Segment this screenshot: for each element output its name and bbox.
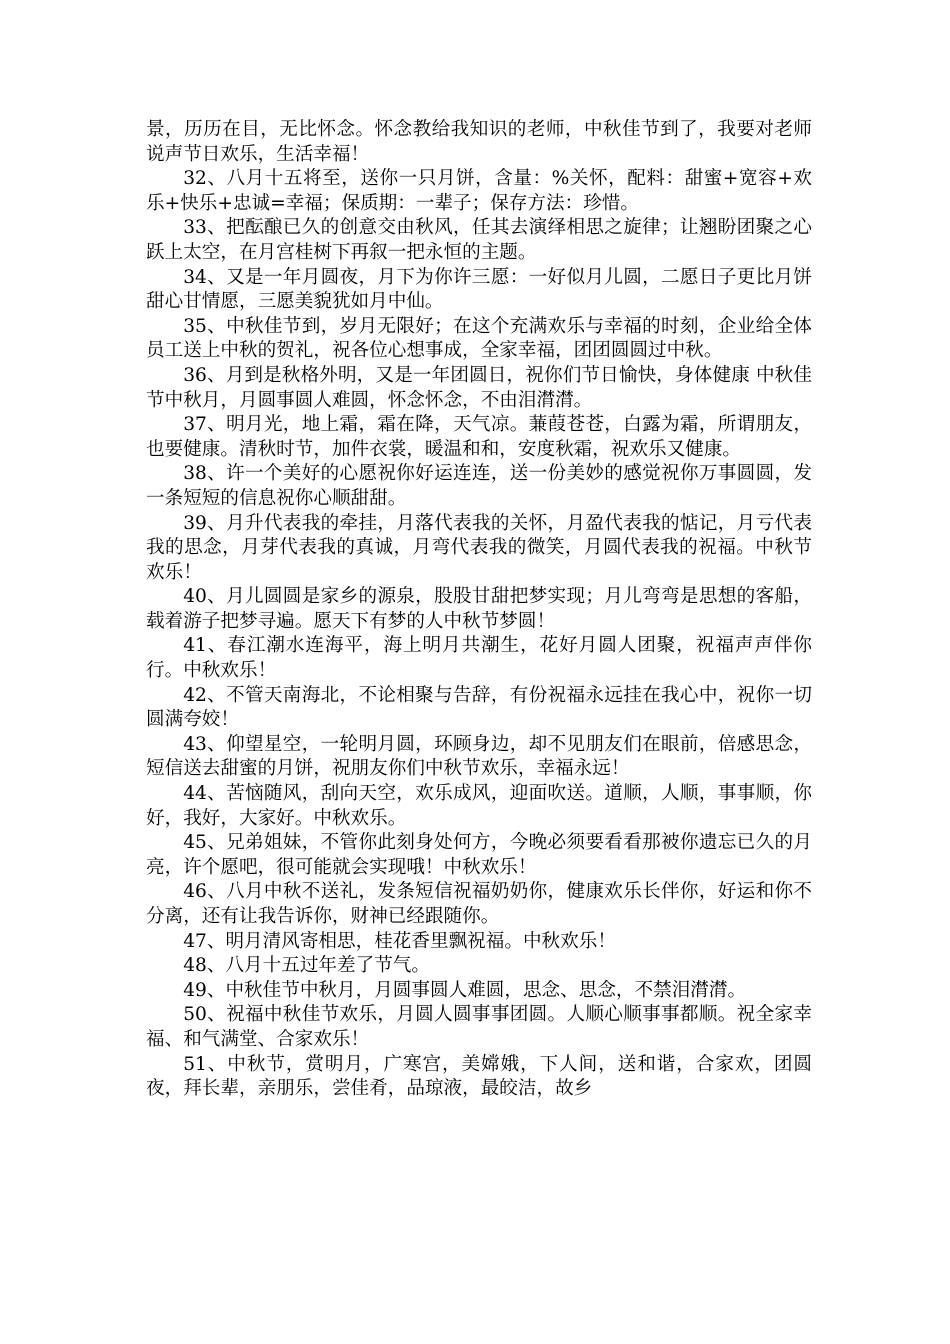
paragraph-item-36: 36、月到是秋格外明，又是一年团圆日，祝你们节日愉快，身体健康 中秋佳节中秋月，月圆事圆人难圆，怀念怀念，不由泪潸潸。 (146, 364, 812, 411)
paragraph-continuation: 景，历历在目，无比怀念。怀念教给我知识的老师，中秋佳节到了，我要对老师说声节日欢乐，生活幸福！ (146, 119, 812, 165)
paragraph-item-47: 47、明月清风寄相思，桂花香里飘祝福。中秋欢乐！ (183, 930, 616, 952)
paragraph-item-44: 44、苦恼随风，刮向天空，欢乐成风，迎面吹送。道顺，人顺，事事顺，你好，我好，大家好。中秋欢乐。 (146, 783, 812, 829)
paragraph-item-40: 40、月儿圆圆是家乡的源泉，股股甘甜把梦实现；月儿弯弯是思想的客船，载着游子把梦寻遍。愿天下有梦的人中秋节梦圆！ (146, 586, 812, 632)
paragraph-item-48: 48、八月十五过年差了节气。 (183, 955, 430, 977)
paragraph-item-39: 39、月升代表我的牵挂，月落代表我的关怀，月盈代表我的惦记，月亏代表我的思念，月芽代表我的真诚，月弯代表我的微笑，月圆代表我的祝福。中秋节欢乐！ (146, 512, 812, 583)
paragraph-item-37: 37、明月光，地上霜，霜在降，天气凉。蒹葭苍苍，白露为霜，所谓朋友，也要健康。清秋时节，加件衣裳，暖温和和，安度秋霜，祝欢乐又健康。 (146, 414, 812, 460)
paragraph-item-51: 51、中秋节，赏明月，广寒宫，美嫦娥，下人间，送和谐，合家欢，团圆夜，拜长辈，亲朋乐，尝佳肴，品琼液，最皎洁，故乡 (146, 1053, 812, 1100)
paragraph-item-42: 42、不管天南海北，不论相聚与告辞，有份祝福永远挂在我心中，祝你一切圆满夸姣！ (146, 684, 812, 731)
paragraph-item-45: 45、兄弟姐妹，不管你此刻身处何方，今晚必须要看看那被你遗忘已久的月亮，许个愿吧，很可能就会实现哦！中秋欢乐！ (146, 832, 812, 878)
paragraph-item-34: 34、又是一年月圆夜，月下为你许三愿：一好似月儿圆，二愿日子更比月饼甜心甘情愿，三愿美貌犹如月中仙。 (146, 266, 812, 313)
paragraph-item-38: 38、许一个美好的心愿祝你好运连连，送一份美妙的感觉祝你万事圆圆，发一条短短的信息祝你心顺甜甜。 (146, 463, 812, 509)
document-page (146, 118, 812, 1102)
paragraph-item-41: 41、春江潮水连海平，海上明月共潮生，花好月圆人团聚，祝福声声伴你行。中秋欢乐！ (146, 635, 812, 682)
paragraph-item-49: 49、中秋佳节中秋月，月圆事圆人难圆，思念、思念，不禁泪潸潸。 (183, 979, 747, 1001)
paragraph-item-43: 43、仰望星空，一轮明月圆，环顾身边，却不见朋友们在眼前，倍感思念，短信送去甜蜜的月饼，祝朋友你们中秋节欢乐，幸福永远！ (146, 733, 812, 780)
paragraph-item-33: 33、把酝酿已久的创意交由秋风，任其去演绎相思之旋律；让翘盼团聚之心跃上太空，在月宫桂树下再叙一把永恒的主题。 (146, 217, 812, 263)
paragraph-item-32: 32、八月十五将至，送你一只月饼，含量：%关怀，配料：甜蜜+宽容+欢乐+快乐+忠诚=幸福；保质期：一辈子；保存方法：珍惜。 (146, 168, 812, 214)
paragraph-item-35: 35、中秋佳节到，岁月无限好；在这个充满欢乐与幸福的时刻，企业给全体员工送上中秋的贺礼，祝各位心想事成，全家幸福，团团圆圆过中秋。 (146, 315, 812, 362)
paragraph-item-46: 46、八月中秋不送礼，发条短信祝福奶奶你，健康欢乐长伴你，好运和你不分离，还有让我告诉你，财神已经跟随你。 (146, 881, 812, 927)
paragraph-item-50: 50、祝福中秋佳节欢乐，月圆人圆事事团圆。人顺心顺事事都顺。祝全家幸福、和气满堂、合家欢乐！ (146, 1004, 812, 1050)
